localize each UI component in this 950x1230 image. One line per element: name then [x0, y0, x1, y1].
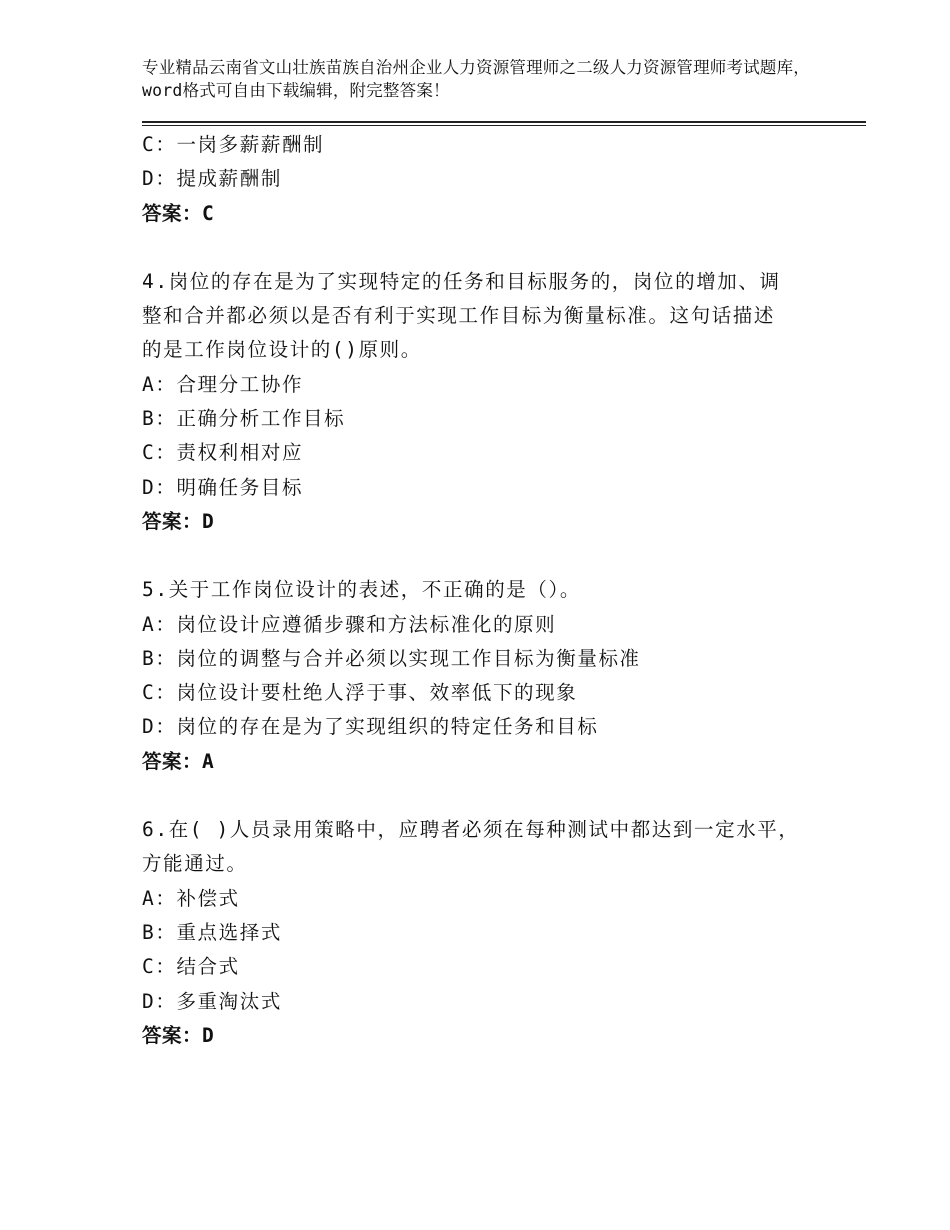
- option-text: 结合式: [176, 955, 240, 979]
- answer-line: [142, 505, 842, 539]
- option-key: D: [142, 715, 156, 739]
- question-number: 5.: [142, 578, 169, 602]
- option-text: 明确任务目标: [176, 475, 304, 499]
- option-line: D：多重淘汰式: [142, 989, 282, 1013]
- option-line: C：岗位设计要杜绝人浮于事、效率低下的现象: [142, 681, 578, 705]
- header-divider-thick: [142, 121, 866, 123]
- option-line: D：岗位的存在是为了实现组织的特定任务和目标: [142, 715, 599, 739]
- answer-label: 答案：: [142, 749, 203, 773]
- answer-line: [142, 745, 842, 779]
- option-line: C：责权利相对应: [142, 441, 304, 465]
- answer-value: D: [202, 509, 215, 533]
- option-key: C: [142, 681, 156, 705]
- option-text: 多重淘汰式: [176, 989, 282, 1013]
- option-text: 正确分析工作目标: [176, 407, 346, 431]
- question-stem-line: [142, 573, 842, 607]
- option-key: D: [142, 167, 156, 191]
- question-stem-line: 的是工作岗位设计的()原则。: [142, 338, 422, 362]
- option-key: C: [142, 955, 156, 979]
- option-text: 责权利相对应: [176, 441, 304, 465]
- option-key: A: [142, 886, 156, 910]
- answer-line: [142, 197, 842, 231]
- answer-label: 答案：: [142, 201, 203, 225]
- answer-label: 答案：: [142, 1023, 203, 1047]
- answer-label: 答案：: [142, 509, 203, 533]
- option-key: D: [142, 475, 156, 499]
- question-number: 6.: [142, 818, 169, 842]
- option-key: D: [142, 989, 156, 1013]
- header-divider-thin: [142, 125, 866, 126]
- question-number: 4.: [142, 269, 169, 293]
- option-line: A：岗位设计应遵循步骤和方法标准化的原则: [142, 612, 557, 636]
- option-text: 重点选择式: [176, 920, 282, 944]
- answer-line: [142, 1019, 842, 1053]
- option-key: C: [142, 133, 156, 156]
- option-line: D：提成薪酬制: [142, 167, 282, 191]
- answer-value: A: [202, 749, 215, 773]
- question-stem-line: [142, 265, 842, 299]
- option-line: A：补偿式: [142, 886, 240, 910]
- option-line: B：正确分析工作目标: [142, 407, 346, 431]
- question-stem: 岗位的存在是为了实现特定的任务和目标服务的，岗位的增加、调: [168, 269, 781, 293]
- option-key: B: [142, 407, 156, 431]
- option-text: 岗位设计应遵循步骤和方法标准化的原则: [176, 612, 557, 636]
- option-line: C：结合式: [142, 955, 240, 979]
- option-text: 提成薪酬制: [176, 167, 282, 191]
- option-text: 一岗多薪薪酬制: [176, 133, 325, 156]
- question-stem: 在( )人员录用策略中，应聘者必须在每种测试中都达到一定水平，: [168, 818, 800, 842]
- question-stem: 关于工作岗位设计的表述，不正确的是（）。: [168, 578, 581, 602]
- option-line: B：岗位的调整与合并必须以实现工作目标为衡量标准: [142, 646, 641, 670]
- option-line: B：重点选择式: [142, 920, 282, 944]
- option-text: 岗位的存在是为了实现组织的特定任务和目标: [176, 715, 599, 739]
- option-text: 补偿式: [176, 886, 240, 910]
- option-key: C: [142, 441, 156, 465]
- question-stem-line: [142, 813, 842, 847]
- answer-value: D: [202, 1023, 215, 1047]
- page-header: 专业精品云南省文山壮族苗族自治州企业人力资源管理师之二级人力资源管理师考试题库，word格式可自由下载编辑，附完整答案！: [142, 58, 810, 100]
- question-stem-line: 方能通过。: [142, 852, 248, 876]
- option-key: A: [142, 372, 156, 396]
- option-text: 岗位的调整与合并必须以实现工作目标为衡量标准: [176, 646, 641, 670]
- answer-value: C: [202, 201, 215, 225]
- option-key: B: [142, 920, 156, 944]
- option-text: 合理分工协作: [176, 372, 304, 396]
- option-key: B: [142, 646, 156, 670]
- option-line: A：合理分工协作: [142, 372, 304, 396]
- option-text: 岗位设计要杜绝人浮于事、效率低下的现象: [176, 681, 578, 705]
- option-line: C：一岗多薪薪酬制: [142, 133, 325, 156]
- option-key: A: [142, 612, 156, 636]
- question-stem-line: 整和合并都必须以是否有利于实现工作目标为衡量标准。这句话描述: [142, 304, 776, 328]
- option-line: D：明确任务目标: [142, 475, 304, 499]
- document-body: [142, 128, 842, 1053]
